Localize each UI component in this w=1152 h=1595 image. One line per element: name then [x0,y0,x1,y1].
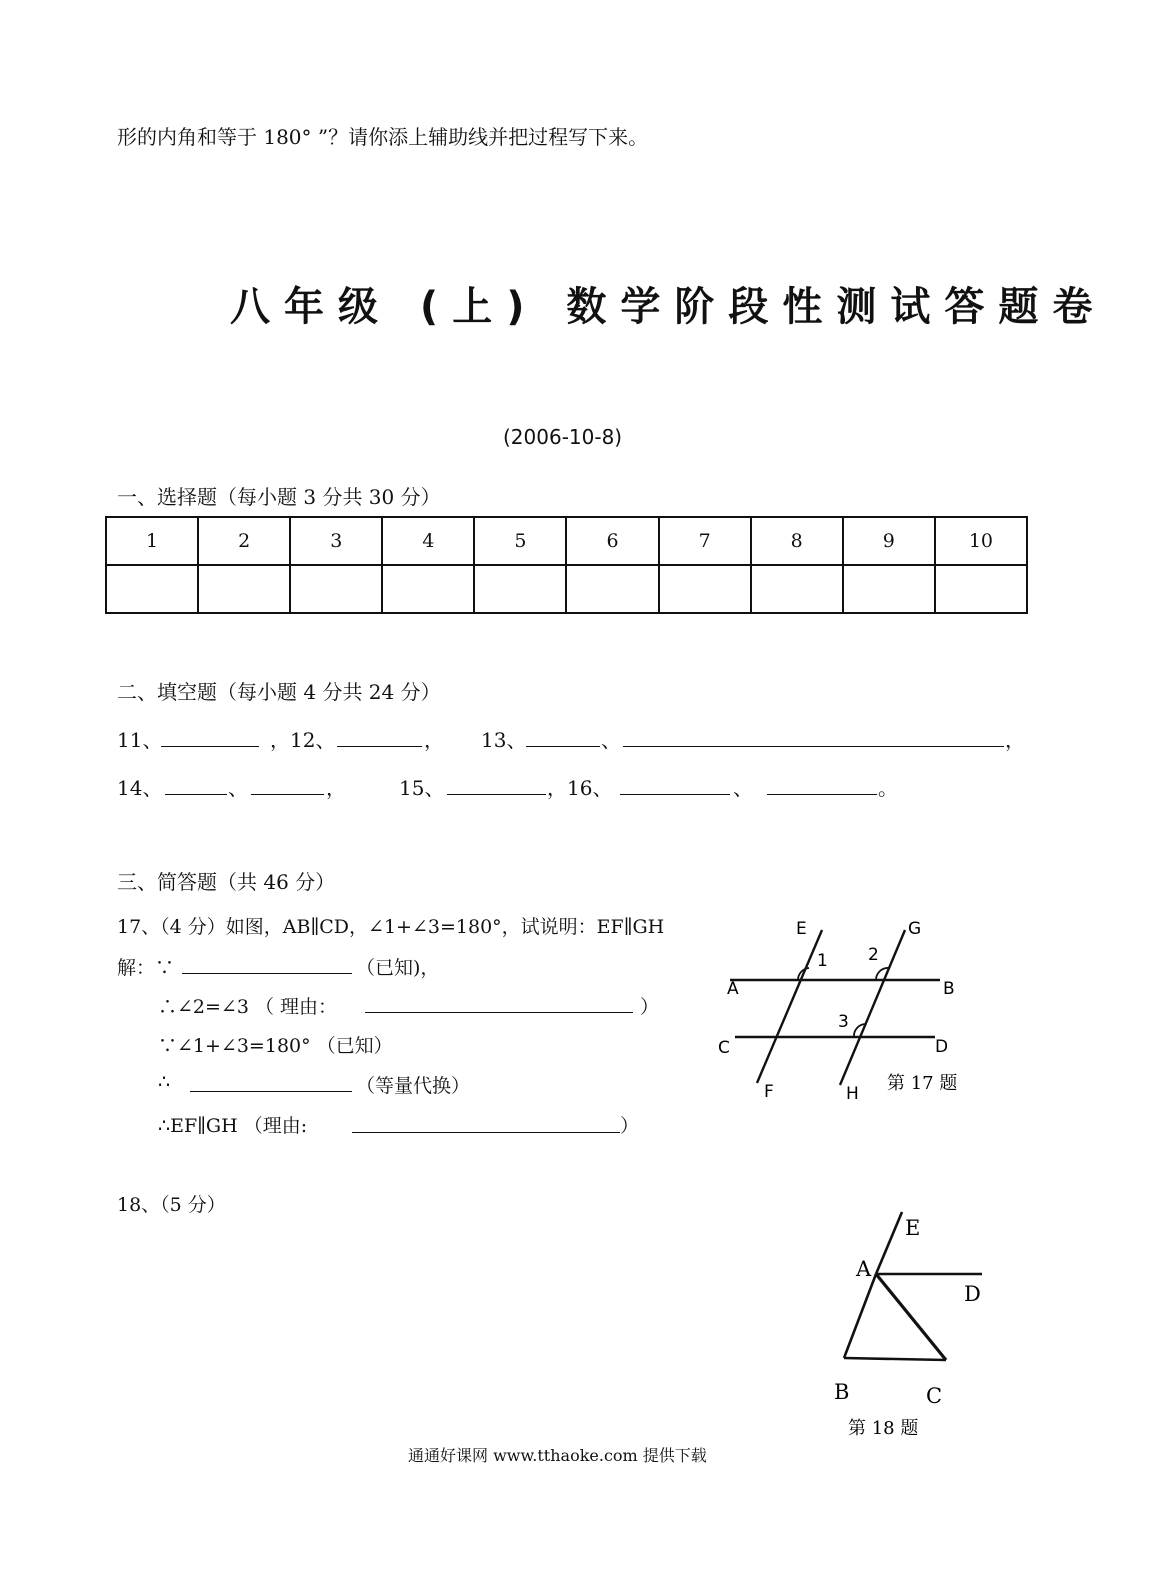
q17-line4-end: （等量代换） [356,1075,471,1097]
answer-cell[interactable] [106,565,198,613]
answer-col-9: 9 [843,517,935,565]
q16-separator: 、 [733,776,753,800]
answer-cell[interactable] [382,565,474,613]
answer-col-10: 10 [935,517,1027,565]
q14-label: 14、 [117,776,163,800]
q17-blank-2[interactable] [365,1012,633,1013]
answer-col-2: 2 [198,517,290,565]
q17-line2-start: ∴∠2=∠3 （ 理由： [158,996,338,1018]
q16-period: 。 [878,776,898,800]
q13-label: 13、 [481,728,527,752]
label-2: 2 [868,945,879,965]
q11-label: 11、 [117,728,163,752]
q17-line4-start: ∴ [158,1071,171,1093]
label-b: B [943,979,955,999]
answer-cell[interactable] [751,565,843,613]
q17-prompt: 17、（4 分）如图，AB∥CD，∠1+∠3=180°，试说明：EF∥GH [117,916,665,938]
label-e: E [905,1216,921,1240]
answer-cell[interactable] [843,565,935,613]
label-g: G [908,919,922,939]
q16-blank-1[interactable] [620,794,730,795]
section2-heading: 二、填空题（每小题 4 分共 24 分） [117,680,441,704]
q17-line3: ∵∠1+∠3=180° （已知） [158,1035,393,1057]
q12-label: ，12、 [270,728,336,752]
q12-comma: ， [424,728,444,752]
label-3: 3 [838,1012,849,1032]
answer-cell[interactable] [198,565,290,613]
q11-blank[interactable] [161,746,259,747]
label-c: C [718,1038,730,1058]
answer-col-1: 1 [106,517,198,565]
footer-credit: 通通好课网 www.tthaoke.com 提供下载 [408,1446,707,1465]
q12-blank[interactable] [337,746,422,747]
q13-blank-2[interactable] [623,746,1004,747]
q16-blank-2[interactable] [767,794,877,795]
label-d: D [964,1282,981,1306]
figure-18-caption: 第 18 题 [848,1418,919,1439]
side-ab [844,1274,876,1358]
figure-17 [700,900,990,1110]
answer-col-6: 6 [566,517,658,565]
label-e: E [796,919,807,939]
q17-blank-1[interactable] [182,973,352,974]
answer-col-7: 7 [659,517,751,565]
q13-comma: ， [1005,728,1025,752]
side-bc [844,1358,946,1360]
answer-col-4: 4 [382,517,474,565]
label-a: A [727,979,739,999]
q13-blank-1[interactable] [526,746,600,747]
answer-table-blank-row [106,565,1027,613]
figure-17-caption: 第 17 题 [887,1073,958,1094]
label-a: A [856,1257,872,1281]
label-b: B [834,1380,850,1404]
answer-col-3: 3 [290,517,382,565]
label-c: C [926,1384,943,1408]
label-f: F [764,1082,774,1102]
q18-prompt: 18、（5 分） [117,1194,226,1216]
q14-comma: ， [326,776,346,800]
answer-table-header-row [106,517,1027,565]
answer-cell[interactable] [659,565,751,613]
q15-blank[interactable] [447,794,546,795]
q15-label: 15、 [399,776,445,800]
section1-heading: 一、选择题（每小题 3 分共 30 分） [117,485,441,509]
q14-blank-2[interactable] [251,794,324,795]
carryover-line: 形的内角和等于 180° ”？请你添上辅助线并把过程写下来。 [117,125,649,149]
answer-cell[interactable] [935,565,1027,613]
q16-label: ，16、 [547,776,613,800]
side-ac [876,1274,946,1360]
section3-heading: 三、简答题（共 46 分） [117,870,336,894]
label-1: 1 [817,951,828,971]
test-date: (2006-10-8) [503,425,623,449]
answer-table [105,516,1028,614]
page-title: 八年级 (上) 数学阶段性测试答题卷 [230,284,1107,330]
q17-line5-start: ∴EF∥GH （理由: [158,1115,308,1137]
answer-cell[interactable] [474,565,566,613]
ray-ae [876,1212,902,1274]
q17-line1-start: 解：∵ [117,957,175,979]
answer-cell[interactable] [290,565,382,613]
q13-separator: 、 [601,728,621,752]
q17-line5-end: ） [620,1115,640,1137]
label-h: H [846,1084,859,1104]
q14-separator: 、 [228,776,248,800]
q17-line1-end: （已知)， [356,957,440,979]
q14-blank-1[interactable] [165,794,227,795]
answer-col-8: 8 [751,517,843,565]
answer-col-5: 5 [474,517,566,565]
line-ef [757,930,822,1083]
answer-cell[interactable] [566,565,658,613]
label-d: D [935,1037,949,1057]
q17-blank-4[interactable] [352,1132,620,1133]
figure-18 [820,1205,1020,1440]
q17-line2-end: ） [640,996,660,1018]
q17-blank-3[interactable] [190,1091,352,1092]
